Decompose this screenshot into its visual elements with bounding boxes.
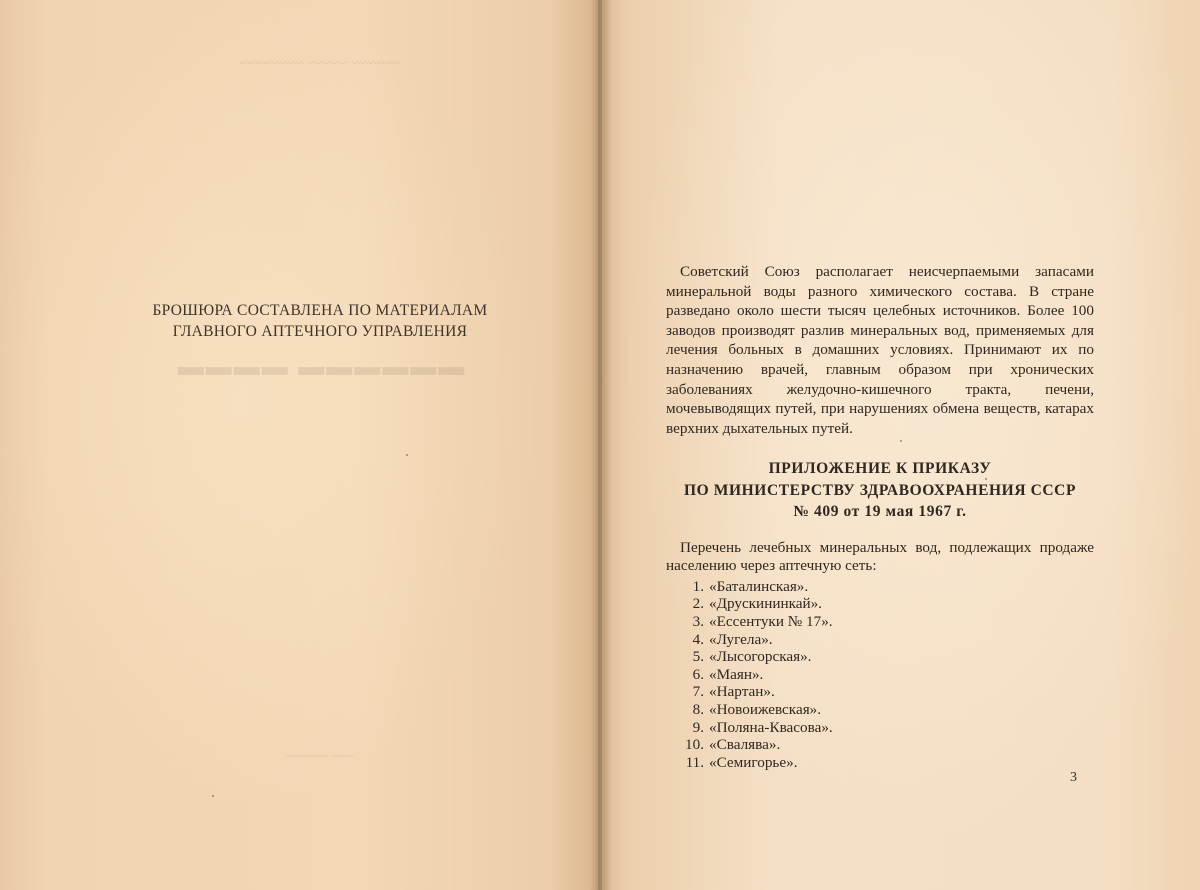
note-line-1: БРОШЮРА СОСТАВЛЕНА ПО МАТЕРИАЛАМ: [152, 302, 488, 319]
item-name: «Лысогорская».: [709, 648, 812, 666]
list-item: [666, 736, 1094, 754]
show-through-text-top: ~~~~~~ ~~~~~ ~~~~~~~~: [239, 56, 401, 72]
list-item: [666, 578, 1094, 596]
list-item: [666, 701, 1094, 719]
list-item: [666, 683, 1094, 701]
heading-line-3: № 409 от 19 мая 1967 г.: [793, 503, 967, 521]
heading-line-1: ПРИЛОЖЕНИЕ К ПРИКАЗУ: [768, 460, 992, 478]
item-name: «Семигорье».: [709, 753, 798, 771]
item-number: 7.: [692, 683, 704, 701]
item-number: 1.: [692, 577, 704, 595]
show-through-text-low: ~~~ ~~~~~~: [286, 748, 354, 763]
show-through-title: ▬▬▬▬▬▬ ▬▬▬▬: [175, 352, 465, 381]
compiled-from-note: [100, 300, 540, 342]
item-number: 2.: [692, 595, 704, 613]
item-name: «Нартан».: [709, 683, 775, 701]
list-item: [666, 648, 1094, 666]
item-name: «Ессентуки № 17».: [709, 613, 833, 631]
item-name: «Поляна-Квасова».: [709, 718, 833, 736]
list-item: [666, 666, 1094, 684]
item-name: «Лугела».: [709, 630, 773, 648]
item-number: 9.: [692, 718, 704, 736]
item-name: «Друскининкай».: [709, 595, 822, 613]
paper-speck: [406, 454, 408, 456]
page-number: 3: [1070, 770, 1077, 785]
list-intro: Перечень лечебных минеральных вод, подлежащих продаже населению через аптечную сеть:: [666, 538, 1094, 575]
item-number: 8.: [692, 701, 704, 718]
list-item: [666, 719, 1094, 737]
appendix-heading: [666, 458, 1094, 523]
right-page: [600, 0, 1200, 890]
item-number: 10.: [685, 736, 704, 754]
item-number: 11.: [685, 753, 704, 771]
item-name: «Новоижевская».: [709, 701, 822, 718]
list-item: [666, 754, 1094, 772]
item-number: 3.: [692, 613, 704, 631]
list-item: [666, 631, 1094, 649]
heading-line-2: ПО МИНИСТЕРСТВУ ЗДРАВООХРАНЕНИЯ СССР: [683, 481, 1077, 499]
item-number: 4.: [692, 630, 704, 648]
item-number: 6.: [692, 665, 704, 683]
list-item: [666, 613, 1094, 631]
item-name: «Маян».: [709, 665, 764, 683]
intro-paragraph: Советский Союз располагает неисчерпаемыми запасами минеральной воды разного химического состава. В стране разведано около шести тысяч целебных источников. Более 100 заводов производят разлив минеральных вод, применяемых для лечения больных в домашних условиях. Принимают их по назначению врачей, главным образом при хронических заболеваниях желудочно-кишечного тракта, печени, мочевыводящих путей, при нарушениях обмена веществ, катарах верхних дыхательных путей.: [666, 263, 1094, 437]
paper-speck: [212, 795, 214, 797]
list-item: [666, 595, 1094, 613]
right-page-body: [666, 262, 1094, 771]
item-number: 5.: [692, 648, 704, 666]
mineral-water-list: [666, 578, 1094, 772]
item-name: «Свалява».: [709, 736, 781, 754]
note-line-2: ГЛАВНОГО АПТЕЧНОГО УПРАВЛЕНИЯ: [172, 323, 468, 340]
paper-speck: [985, 478, 987, 480]
item-name: «Баталинская».: [709, 577, 809, 595]
left-page: [0, 0, 598, 890]
paper-speck: [900, 440, 902, 442]
